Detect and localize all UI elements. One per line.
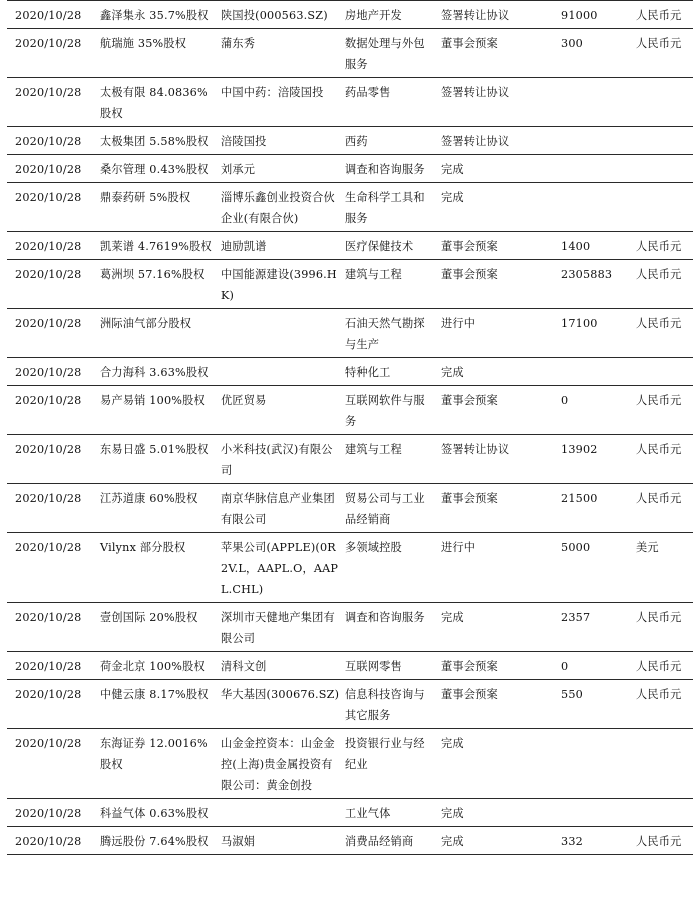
date-cell: 2020/10/28 <box>15 737 82 750</box>
acquirer-cell <box>218 358 342 386</box>
currency-cell: 人民币元 <box>636 394 682 407</box>
acquirer-cell: 马淑娟 <box>221 835 256 848</box>
industry-cell: 数据处理与外包服务 <box>345 37 425 71</box>
amount-cell: 0 <box>561 660 569 673</box>
acquirer-cell: 迪励凯谱 <box>221 240 267 253</box>
industry-cell: 调查和咨询服务 <box>345 163 425 176</box>
industry-cell: 互联网软件与服务 <box>345 394 425 428</box>
amount-cell: 5000 <box>561 541 591 554</box>
acquirer-cell: 华大基因(300676.SZ) <box>221 688 340 701</box>
date-cell: 2020/10/28 <box>15 492 82 505</box>
status-cell: 进行中 <box>441 541 476 554</box>
date-cell: 2020/10/28 <box>15 268 82 281</box>
amount-cell <box>555 799 633 827</box>
table-row <box>7 484 693 533</box>
currency-cell: 人民币元 <box>636 37 682 50</box>
amount-cell: 0 <box>561 394 569 407</box>
acquirer-cell: 小米科技(武汉)有限公司 <box>221 443 333 477</box>
industry-cell: 建筑与工程 <box>345 443 402 456</box>
amount-cell: 13902 <box>561 443 598 456</box>
industry-cell: 多领域控股 <box>345 541 402 554</box>
table-row <box>7 533 693 603</box>
acquirer-cell: 蒲东秀 <box>221 37 256 50</box>
status-cell: 进行中 <box>441 317 476 330</box>
target-cell: 壹创国际 20%股权 <box>100 611 198 624</box>
table-row <box>7 309 693 358</box>
status-cell: 董事会预案 <box>441 268 498 281</box>
acquirer-cell: 中国能源建设(3996.HK) <box>221 268 337 302</box>
amount-cell: 300 <box>561 37 583 50</box>
industry-cell: 投资银行业与经纪业 <box>345 737 425 771</box>
currency-cell <box>633 799 693 827</box>
date-cell: 2020/10/28 <box>15 191 82 204</box>
acquirer-cell: 深圳市天健地产集团有限公司 <box>221 611 335 645</box>
currency-cell: 人民币元 <box>636 268 682 281</box>
currency-cell <box>633 358 693 386</box>
industry-cell: 互联网零售 <box>345 660 402 673</box>
table-row <box>7 603 693 652</box>
target-cell: 鑫泽集永 35.7%股权 <box>100 9 209 22</box>
target-cell: 东海证券 12.0016%股权 <box>100 737 208 771</box>
target-cell: 易产易销 100%股权 <box>100 394 205 407</box>
date-cell: 2020/10/28 <box>15 394 82 407</box>
table-row <box>7 1 693 29</box>
status-cell: 董事会预案 <box>441 394 498 407</box>
status-cell: 签署转让协议 <box>441 443 510 456</box>
currency-cell: 人民币元 <box>636 660 682 673</box>
acquirer-cell: 南京华脉信息产业集团有限公司 <box>221 492 335 526</box>
status-cell: 完成 <box>441 835 464 848</box>
table-row <box>7 260 693 309</box>
date-cell: 2020/10/28 <box>15 835 82 848</box>
industry-cell: 调查和咨询服务 <box>345 611 425 624</box>
table-row <box>7 78 693 127</box>
target-cell: 腾远股份 7.64%股权 <box>100 835 209 848</box>
table-row <box>7 386 693 435</box>
currency-cell: 人民币元 <box>636 835 682 848</box>
date-cell: 2020/10/28 <box>15 611 82 624</box>
acquirer-cell: 陕国投(000563.SZ) <box>221 9 328 22</box>
target-cell: 东易日盛 5.01%股权 <box>100 443 209 456</box>
date-cell: 2020/10/28 <box>15 9 82 22</box>
amount-cell <box>555 183 633 232</box>
table-row <box>7 29 693 78</box>
date-cell: 2020/10/28 <box>15 163 82 176</box>
amount-cell: 91000 <box>561 9 598 22</box>
amount-cell: 2357 <box>561 611 591 624</box>
currency-cell: 人民币元 <box>636 240 682 253</box>
acquirer-cell: 山金金控资本：山金金控(上海)贵金属投资有限公司：黄金创投 <box>221 737 335 792</box>
acquirer-cell: 优匠贸易 <box>221 394 267 407</box>
date-cell: 2020/10/28 <box>15 37 82 50</box>
industry-cell: 生命科学工具和服务 <box>345 191 425 225</box>
amount-cell: 550 <box>561 688 583 701</box>
amount-cell <box>555 729 633 799</box>
amount-cell: 332 <box>561 835 583 848</box>
acquirer-cell: 淄博乐鑫创业投资合伙企业(有限合伙) <box>221 191 335 225</box>
table-row <box>7 435 693 484</box>
target-cell: 荷金北京 100%股权 <box>100 660 205 673</box>
date-cell: 2020/10/28 <box>15 317 82 330</box>
status-cell: 董事会预案 <box>441 660 498 673</box>
industry-cell: 工业气体 <box>345 807 391 820</box>
date-cell: 2020/10/28 <box>15 443 82 456</box>
table-row <box>7 155 693 183</box>
table-row <box>7 232 693 260</box>
currency-cell: 人民币元 <box>636 492 682 505</box>
table-row <box>7 358 693 386</box>
status-cell: 董事会预案 <box>441 37 498 50</box>
acquirer-cell <box>218 799 342 827</box>
status-cell: 签署转让协议 <box>441 86 510 99</box>
industry-cell: 药品零售 <box>345 86 391 99</box>
status-cell: 董事会预案 <box>441 492 498 505</box>
currency-cell: 人民币元 <box>636 9 682 22</box>
status-cell: 董事会预案 <box>441 688 498 701</box>
acquirer-cell: 中国中药：涪陵国投 <box>221 86 324 99</box>
date-cell: 2020/10/28 <box>15 688 82 701</box>
industry-cell: 特种化工 <box>345 366 391 379</box>
currency-cell: 人民币元 <box>636 688 682 701</box>
target-cell: 鼎泰药研 5%股权 <box>100 191 191 204</box>
target-cell: 凯莱谱 4.7619%股权 <box>100 240 212 253</box>
acquirer-cell: 苹果公司(APPLE)(0R2V.L，AAPL.O，AAPL.CHL) <box>221 541 339 596</box>
industry-cell: 建筑与工程 <box>345 268 402 281</box>
date-cell: 2020/10/28 <box>15 86 82 99</box>
date-cell: 2020/10/28 <box>15 135 82 148</box>
amount-cell: 2305883 <box>561 268 613 281</box>
currency-cell: 人民币元 <box>636 611 682 624</box>
table-row <box>7 729 693 799</box>
target-cell: 太极集团 5.58%股权 <box>100 135 209 148</box>
target-cell: 太极有限 84.0836%股权 <box>100 86 208 120</box>
acquirer-cell <box>218 309 342 358</box>
date-cell: 2020/10/28 <box>15 807 82 820</box>
acquirer-cell: 涪陵国投 <box>221 135 267 148</box>
amount-cell: 17100 <box>561 317 598 330</box>
target-cell: 桑尔管理 0.43%股权 <box>100 163 209 176</box>
amount-cell <box>555 127 633 155</box>
target-cell: 江苏道康 60%股权 <box>100 492 198 505</box>
currency-cell <box>633 78 693 127</box>
amount-cell <box>555 155 633 183</box>
target-cell: 葛洲坝 57.16%股权 <box>100 268 205 281</box>
target-cell: Vilynx 部分股权 <box>100 541 186 554</box>
status-cell: 完成 <box>441 191 464 204</box>
status-cell: 签署转让协议 <box>441 135 510 148</box>
status-cell: 董事会预案 <box>441 240 498 253</box>
acquirer-cell: 清科文创 <box>221 660 267 673</box>
deals-table <box>7 0 693 855</box>
status-cell: 完成 <box>441 611 464 624</box>
currency-cell: 人民币元 <box>636 443 682 456</box>
status-cell: 完成 <box>441 807 464 820</box>
industry-cell: 贸易公司与工业品经销商 <box>345 492 425 526</box>
table-row <box>7 652 693 680</box>
currency-cell <box>633 127 693 155</box>
industry-cell: 房地产开发 <box>345 9 402 22</box>
amount-cell <box>555 358 633 386</box>
status-cell: 完成 <box>441 737 464 750</box>
amount-cell: 1400 <box>561 240 591 253</box>
amount-cell <box>555 78 633 127</box>
acquirer-cell: 刘承元 <box>221 163 256 176</box>
currency-cell: 人民币元 <box>636 317 682 330</box>
currency-cell: 美元 <box>636 541 659 554</box>
target-cell: 科益气体 0.63%股权 <box>100 807 209 820</box>
currency-cell <box>633 155 693 183</box>
table-row <box>7 827 693 855</box>
date-cell: 2020/10/28 <box>15 541 82 554</box>
amount-cell: 21500 <box>561 492 598 505</box>
table-row <box>7 183 693 232</box>
status-cell: 完成 <box>441 163 464 176</box>
date-cell: 2020/10/28 <box>15 366 82 379</box>
industry-cell: 消费品经销商 <box>345 835 414 848</box>
deals-table-body <box>7 1 693 855</box>
date-cell: 2020/10/28 <box>15 660 82 673</box>
table-row <box>7 799 693 827</box>
industry-cell: 信息科技咨询与其它服务 <box>345 688 425 722</box>
date-cell: 2020/10/28 <box>15 240 82 253</box>
target-cell: 中健云康 8.17%股权 <box>100 688 209 701</box>
currency-cell <box>633 183 693 232</box>
table-row <box>7 680 693 729</box>
status-cell: 完成 <box>441 366 464 379</box>
industry-cell: 医疗保健技术 <box>345 240 414 253</box>
target-cell: 合力海科 3.63%股权 <box>100 366 209 379</box>
target-cell: 航瑞施 35%股权 <box>100 37 187 50</box>
status-cell: 签署转让协议 <box>441 9 510 22</box>
industry-cell: 石油天然气勘探与生产 <box>345 317 425 351</box>
table-row <box>7 127 693 155</box>
industry-cell: 西药 <box>345 135 368 148</box>
target-cell: 洲际油气部分股权 <box>100 317 192 330</box>
currency-cell <box>633 729 693 799</box>
